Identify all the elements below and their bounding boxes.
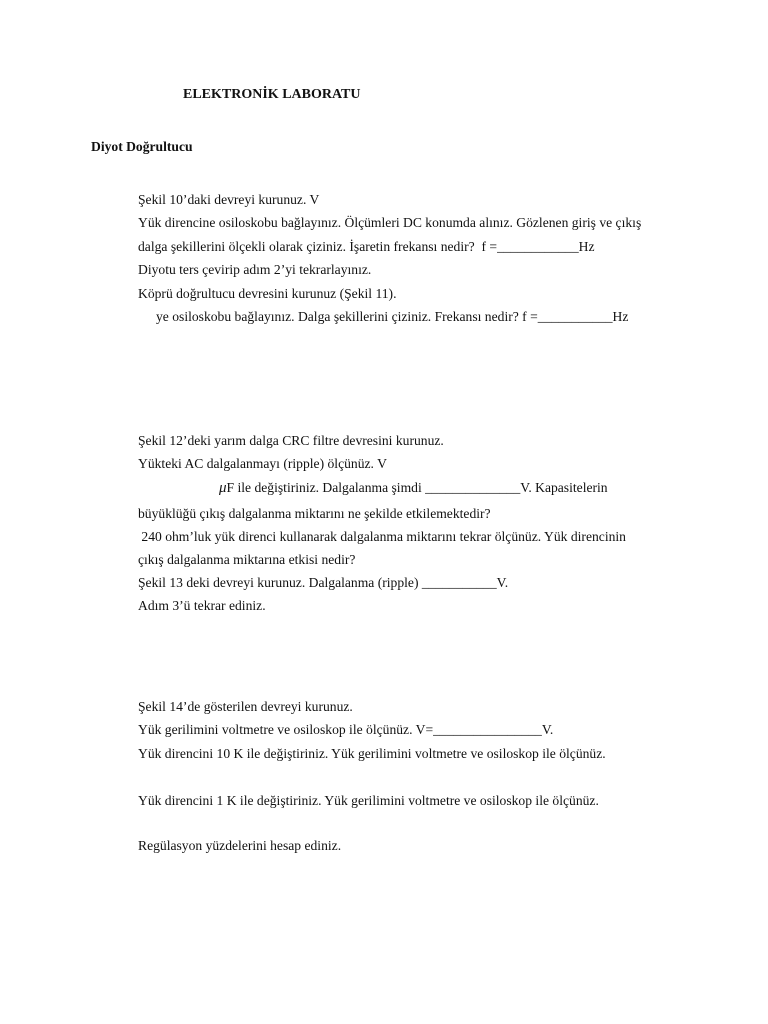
step-line: Regülasyon yüzdelerini hesap ediniz. [138,838,342,853]
step-line: dalga şekillerini ölçekli olarak çiziniz. İşaretin frekansı nedir? f =____________Hz [138,239,595,254]
step-line: çıkış dalgalanma miktarına etkisi nedir? [138,552,356,567]
step-line: Yük direncine osiloskobu bağlayınız. Ölçümleri DC konumda alınız. Gözlenen giriş ve çıkış [138,215,642,230]
step-line: Şekil 10’daki devreyi kurunuz. V [138,192,320,207]
step-line: Şekil 13 deki devreyi kurunuz. Dalgalanma (ripple) ___________V. [138,575,509,590]
step-line: büyüklüğü çıkış dalgalanma miktarını ne şekilde etkilemektedir? [138,506,491,521]
step-line: Köprü doğrultucu devresini kurunuz (Şekil 11). [138,286,397,301]
document-title: ELEKTRONİK LABORATU [183,87,361,102]
step-line [219,480,608,496]
step-line: Şekil 12’deki yarım dalga CRC filtre devresini kurunuz. [138,433,444,448]
step-line: Diyotu ters çevirip adım 2’yi tekrarlayınız. [138,262,372,277]
step-line: Yükteki AC dalgalanmayı (ripple) ölçünüz. V [138,456,387,471]
step-line: ye osiloskobu bağlayınız. Dalga şekillerini çiziniz. Frekansı nedir? f =___________Hz [156,309,629,324]
step-line: Adım 3’ü tekrar ediniz. [138,598,266,613]
step-line: Yük direncini 1 K ile değiştiriniz. Yük gerilimini voltmetre ve osiloskop ile ölçünüz. [138,793,599,808]
step-line: Yük direncini 10 K ile değiştiriniz. Yük gerilimini voltmetre ve osiloskop ile ölçünüz. [138,746,606,761]
step-line: 240 ohm’luk yük direnci kullanarak dalgalanma miktarını tekrar ölçünüz. Yük direncinin [138,529,626,544]
step-line: Şekil 14’de gösterilen devreyi kurunuz. [138,699,353,714]
step-line-text: F ile değiştiriniz. Dalgalanma şimdi ______________V. Kapasitelerin [226,480,608,495]
step-line: Yük gerilimini voltmetre ve osiloskop ile ölçünüz. V=________________V. [138,722,554,737]
mu-symbol: μ [219,480,227,496]
section-title: Diyot Doğrultucu [91,139,193,154]
